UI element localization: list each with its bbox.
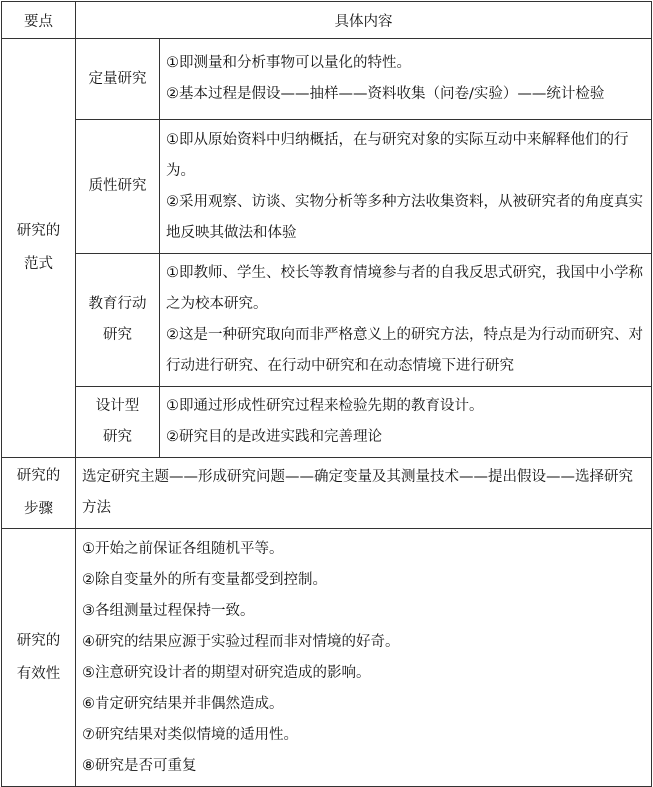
list-item: ③各组测量过程保持一致。 [82,602,255,619]
paradigm-label-line1: 研究的 [16,223,61,239]
list-item: ①即通过形成性研究过程来检验先期的教育设计。 [166,398,484,414]
paradigm-type-name-line1: 设计型 [95,398,140,414]
validity-label-line1: 研究的 [16,632,61,649]
list-item: ①即测量和分析事物可以量化的特性。 [166,55,411,71]
list-item: ②研究目的是改进实践和完善理论 [166,429,382,445]
paradigm-content-design-research [160,387,652,458]
list-item: ②这是一种研究取向而非严格意义上的研究方法，特点是为行动而研究、对行动进行研究、在行动中研究和在动态情境下进行研究 [166,327,643,374]
validity-label-line2: 有效性 [16,665,61,682]
paradigm-type-name: 质性研究 [88,178,147,194]
steps-label-line1: 研究的 [16,468,61,484]
validity-content-cell [76,529,652,787]
paradigm-type-design-research [76,387,160,458]
table-row [2,458,652,529]
header-key-label: 要点 [24,13,53,30]
list-item: ②除自变量外的所有变量都受到控制。 [82,571,327,588]
list-item: ①即教师、学生、校长等教育情境参与者的自我反思式研究，我国中小学称之为校本研究。 [166,265,643,312]
list-item: ②采用观察、访谈、实物分析等多种方法收集资料，从被研究者的角度真实地反映其做法和体验 [166,193,643,241]
header-content-label: 具体内容 [334,13,393,30]
steps-label-cell [2,458,76,529]
table-row [2,529,652,787]
paradigm-type-name-line2: 研究 [103,327,132,343]
list-item: ⑧研究是否可重复 [82,757,197,774]
list-item: ②基本过程是假设——抽样——资料收集（问卷/实验）——统计检验 [166,86,605,102]
steps-text: 选定研究主题——形成研究问题——确定变量及其测量技术——提出假设——选择研究方法 [82,469,633,516]
paradigm-content-quantitative [160,39,652,120]
list-item: ⑤注意研究设计者的期望对研究造成的影响。 [82,664,371,681]
list-item: ⑥肯定研究结果并非偶然造成。 [82,695,284,712]
validity-label-cell [2,529,76,787]
table-row [2,120,652,254]
table-row [2,387,652,458]
header-content-cell [76,2,652,39]
list-item: ⑦研究结果对类似情境的适用性。 [82,726,298,743]
table-header-row [2,2,652,39]
list-item: ①即从原始资料中归纳概括，在与研究对象的实际互动中来解释他们的行为。 [166,131,629,179]
content-table [1,1,652,787]
paradigm-type-name-line1: 教育行动 [88,296,147,312]
list-item: ④研究的结果应源于实验过程而非对情境的好奇。 [82,633,400,650]
paradigm-type-name-line2: 研究 [103,429,132,445]
paradigm-type-name: 定量研究 [88,70,147,87]
paradigm-content-qualitative [160,120,652,254]
list-item: ①开始之前保证各组随机平等。 [82,540,284,557]
header-key-cell [2,2,76,39]
steps-content-cell [76,458,652,529]
steps-label-line2: 步骤 [24,501,53,517]
paradigm-label-cell [2,39,76,458]
paradigm-type-action-research [76,254,160,387]
table-row [2,39,652,120]
paradigm-type-qualitative [76,120,160,254]
paradigm-content-action-research [160,254,652,387]
table-row [2,254,652,387]
paradigm-type-quantitative [76,39,160,120]
paradigm-label-line2: 范式 [24,256,53,272]
